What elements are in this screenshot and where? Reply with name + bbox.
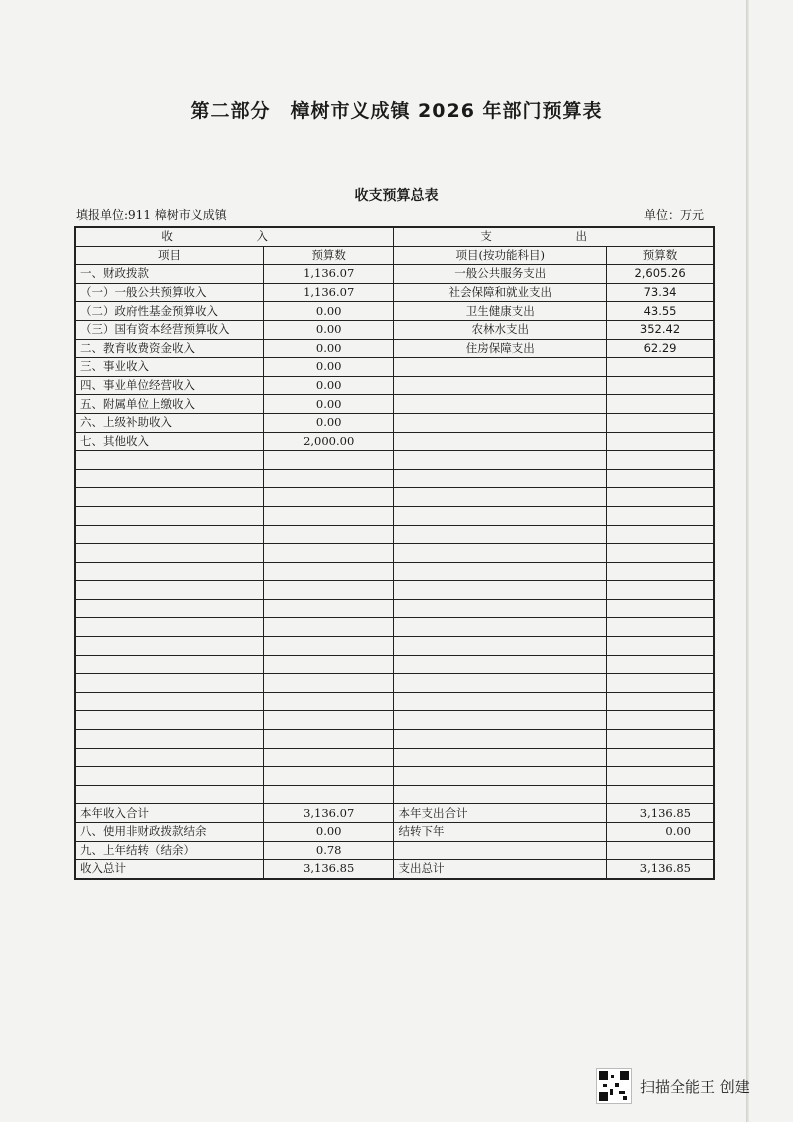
empty-cell: [75, 785, 263, 804]
empty-cell: [394, 469, 607, 488]
empty-cell: [75, 618, 263, 637]
col-header-budget-expense: 预算数: [607, 246, 714, 265]
empty-cell: [263, 767, 394, 786]
empty-cell: [75, 637, 263, 656]
expense-item-cell: [394, 432, 607, 451]
empty-cell: [263, 581, 394, 600]
empty-cell: [394, 730, 607, 749]
expense-value-cell: [607, 376, 714, 395]
expense-item-cell: 结转下年: [394, 823, 607, 842]
empty-cell: [607, 525, 714, 544]
income-item-cell: 九、上年结转（结余）: [75, 841, 263, 860]
empty-cell: [263, 674, 394, 693]
table-title: 收支预算总表: [354, 188, 439, 204]
table-row-empty: [75, 767, 714, 786]
empty-cell: [75, 525, 263, 544]
table-row-empty: [75, 637, 714, 656]
table-row: [75, 841, 714, 860]
expense-value-cell: [607, 841, 714, 860]
table-row-empty: [75, 451, 714, 470]
empty-cell: [75, 599, 263, 618]
table-row: [75, 823, 714, 842]
table-row-empty: [75, 506, 714, 525]
income-item-cell: 五、附属单位上缴收入: [75, 395, 263, 414]
watermark-text: 扫描全能王 创建: [640, 1077, 750, 1096]
empty-cell: [75, 488, 263, 507]
table-row-empty: [75, 562, 714, 581]
expense-item-cell: 农林水支出: [394, 320, 607, 339]
empty-cell: [607, 748, 714, 767]
empty-cell: [263, 748, 394, 767]
income-item-cell: （二）政府性基金预算收入: [75, 302, 263, 321]
empty-cell: [394, 488, 607, 507]
empty-cell: [75, 581, 263, 600]
empty-cell: [263, 506, 394, 525]
empty-cell: [394, 692, 607, 711]
income-value-cell: 0.00: [263, 413, 394, 432]
col-header-function-item: 项目(按功能科目): [394, 246, 607, 265]
table-row: [75, 320, 714, 339]
table-row-empty: [75, 785, 714, 804]
expense-value-cell: 0.00: [607, 823, 714, 842]
income-value-cell: 0.00: [263, 339, 394, 358]
table-row-empty: [75, 711, 714, 730]
expense-value-cell: 43.55: [607, 302, 714, 321]
table-row: [75, 302, 714, 321]
table-row-empty: [75, 599, 714, 618]
page-edge: [746, 0, 749, 1122]
empty-cell: [607, 730, 714, 749]
empty-cell: [607, 618, 714, 637]
page-title: 第二部分 樟树市义成镇 2026 年部门预算表: [190, 100, 603, 122]
empty-cell: [607, 637, 714, 656]
income-item-cell: 六、上级补助收入: [75, 413, 263, 432]
expense-header: 支 出: [394, 227, 714, 246]
income-value-cell: 3,136.85: [263, 860, 394, 879]
empty-cell: [394, 785, 607, 804]
empty-cell: [607, 506, 714, 525]
table-row: [75, 395, 714, 414]
empty-cell: [607, 544, 714, 563]
empty-cell: [75, 711, 263, 730]
expense-value-cell: [607, 413, 714, 432]
empty-cell: [75, 562, 263, 581]
empty-cell: [75, 692, 263, 711]
empty-cell: [394, 711, 607, 730]
income-value-cell: 1,136.07: [263, 283, 394, 302]
empty-cell: [607, 469, 714, 488]
empty-cell: [394, 562, 607, 581]
empty-cell: [607, 785, 714, 804]
table-row-empty: [75, 581, 714, 600]
empty-cell: [263, 637, 394, 656]
income-value-cell: 1,136.07: [263, 265, 394, 284]
table-row: [75, 283, 714, 302]
income-item-cell: 四、事业单位经营收入: [75, 376, 263, 395]
income-value-cell: 0.00: [263, 358, 394, 377]
expense-item-cell: 一般公共服务支出: [394, 265, 607, 284]
table-row: [75, 358, 714, 377]
table-row: [75, 432, 714, 451]
income-value-cell: 0.78: [263, 841, 394, 860]
filing-unit: 填报单位:911 樟树市义成镇: [76, 208, 227, 222]
expense-value-cell: 3,136.85: [607, 860, 714, 879]
income-item-cell: 本年收入合计: [75, 804, 263, 823]
empty-cell: [75, 730, 263, 749]
expense-item-cell: [394, 841, 607, 860]
empty-cell: [394, 767, 607, 786]
empty-cell: [263, 711, 394, 730]
expense-item-cell: 支出总计: [394, 860, 607, 879]
income-item-cell: 二、教育收费资金收入: [75, 339, 263, 358]
table-row: [75, 804, 714, 823]
table-row-empty: [75, 692, 714, 711]
expense-item-cell: 卫生健康支出: [394, 302, 607, 321]
expense-value-cell: 73.34: [607, 283, 714, 302]
income-item-cell: （三）国有资本经营预算收入: [75, 320, 263, 339]
table-row-empty: [75, 655, 714, 674]
income-value-cell: 3,136.07: [263, 804, 394, 823]
expense-item-cell: 社会保障和就业支出: [394, 283, 607, 302]
table-row: [75, 265, 714, 284]
table-row-empty: [75, 488, 714, 507]
expense-value-cell: 352.42: [607, 320, 714, 339]
income-item-cell: 一、财政拨款: [75, 265, 263, 284]
empty-cell: [394, 506, 607, 525]
empty-cell: [607, 711, 714, 730]
empty-cell: [263, 525, 394, 544]
expense-value-cell: [607, 358, 714, 377]
empty-cell: [75, 674, 263, 693]
table-group-header-row: [75, 227, 714, 246]
empty-cell: [263, 785, 394, 804]
empty-cell: [75, 451, 263, 470]
empty-cell: [394, 544, 607, 563]
expense-value-cell: 2,605.26: [607, 265, 714, 284]
empty-cell: [263, 469, 394, 488]
qr-code-icon: [596, 1068, 632, 1104]
empty-cell: [263, 544, 394, 563]
table-row: [75, 339, 714, 358]
empty-cell: [394, 637, 607, 656]
empty-cell: [75, 748, 263, 767]
table-row-empty: [75, 544, 714, 563]
empty-cell: [263, 692, 394, 711]
table-row-empty: [75, 748, 714, 767]
expense-value-cell: [607, 395, 714, 414]
table-row: [75, 860, 714, 879]
empty-cell: [607, 655, 714, 674]
empty-cell: [394, 674, 607, 693]
empty-cell: [607, 562, 714, 581]
expense-item-cell: [394, 395, 607, 414]
income-value-cell: 0.00: [263, 320, 394, 339]
empty-cell: [607, 581, 714, 600]
col-header-item: 项目: [75, 246, 263, 265]
table-row-empty: [75, 730, 714, 749]
budget-summary-table: [74, 226, 715, 880]
scanner-watermark: [596, 1068, 750, 1104]
empty-cell: [394, 581, 607, 600]
income-value-cell: 0.00: [263, 395, 394, 414]
expense-value-cell: [607, 432, 714, 451]
empty-cell: [263, 451, 394, 470]
expense-item-cell: [394, 376, 607, 395]
empty-cell: [394, 655, 607, 674]
empty-cell: [75, 544, 263, 563]
empty-cell: [263, 562, 394, 581]
table-row-empty: [75, 674, 714, 693]
table-row: [75, 413, 714, 432]
empty-cell: [263, 488, 394, 507]
expense-value-cell: 62.29: [607, 339, 714, 358]
empty-cell: [263, 618, 394, 637]
empty-cell: [607, 488, 714, 507]
income-value-cell: 0.00: [263, 302, 394, 321]
income-item-cell: 七、其他收入: [75, 432, 263, 451]
expense-item-cell: [394, 413, 607, 432]
empty-cell: [394, 525, 607, 544]
empty-cell: [394, 599, 607, 618]
income-item-cell: （一）一般公共预算收入: [75, 283, 263, 302]
empty-cell: [263, 730, 394, 749]
currency-unit: 单位：万元: [644, 208, 705, 222]
table-row: [75, 376, 714, 395]
table-row-empty: [75, 469, 714, 488]
empty-cell: [607, 599, 714, 618]
income-item-cell: 八、使用非财政拨款结余: [75, 823, 263, 842]
expense-value-cell: 3,136.85: [607, 804, 714, 823]
empty-cell: [75, 469, 263, 488]
table-row-empty: [75, 525, 714, 544]
income-item-cell: 三、事业收入: [75, 358, 263, 377]
empty-cell: [394, 748, 607, 767]
income-item-cell: 收入总计: [75, 860, 263, 879]
empty-cell: [75, 506, 263, 525]
empty-cell: [607, 451, 714, 470]
empty-cell: [607, 692, 714, 711]
income-header: 收 入: [75, 227, 394, 246]
income-value-cell: 0.00: [263, 823, 394, 842]
col-header-budget: 预算数: [263, 246, 394, 265]
empty-cell: [75, 767, 263, 786]
empty-cell: [607, 767, 714, 786]
income-value-cell: 2,000.00: [263, 432, 394, 451]
empty-cell: [607, 674, 714, 693]
empty-cell: [394, 618, 607, 637]
empty-cell: [263, 655, 394, 674]
expense-item-cell: 住房保障支出: [394, 339, 607, 358]
income-value-cell: 0.00: [263, 376, 394, 395]
table-row-empty: [75, 618, 714, 637]
empty-cell: [394, 451, 607, 470]
empty-cell: [75, 655, 263, 674]
table-column-header-row: [75, 246, 714, 265]
expense-item-cell: 本年支出合计: [394, 804, 607, 823]
empty-cell: [263, 599, 394, 618]
expense-item-cell: [394, 358, 607, 377]
